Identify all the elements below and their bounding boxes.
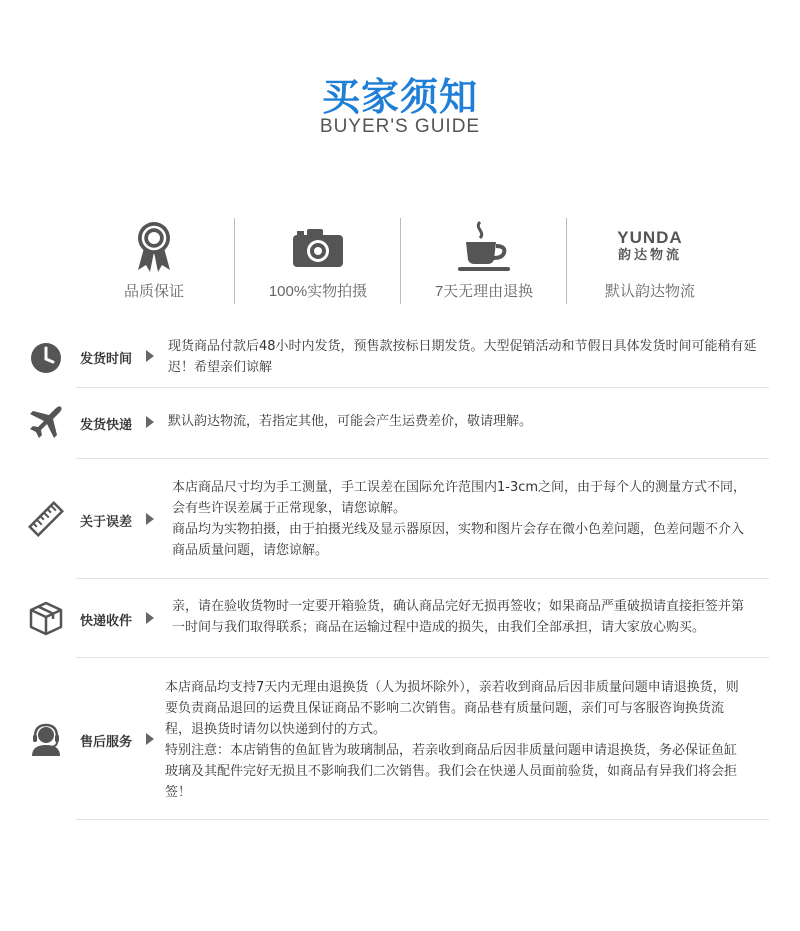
divider: [400, 218, 401, 304]
separator: [76, 657, 769, 658]
yunda-logo: [568, 220, 732, 274]
section-text: [172, 596, 754, 638]
separator: [76, 578, 769, 579]
paragraph: 本店商品均支持7天内无理由退换货（人为损坏除外），亲若收到商品后因非质量问题申请退换货，则要负责商品退回的运费且保证商品不影响二次销售。商品巷有质量问题，亲们可与客服咨询换货流程，退换货时请勿以快递到付的方式。: [165, 680, 739, 737]
section-after-sales: [22, 677, 770, 805]
section-receive: [22, 596, 770, 640]
section-error: [22, 477, 770, 563]
arrow-icon: [146, 416, 154, 428]
feature-label: 7天无理由退换: [434, 283, 534, 300]
paragraph: 商品均为实物拍摄，由于拍摄光线及显示器原因，实物和图片会存在微小色差问题，色差问题不介入商品质量问题，请您谅解。: [172, 522, 745, 558]
yunda-logo-text: YUNDA: [617, 228, 683, 247]
package-box-icon: [22, 598, 70, 638]
paragraph: 默认韵达物流，若指定其他，可能会产生运费差价，敬请理解。: [168, 414, 533, 429]
separator: [76, 819, 769, 820]
feature-photo: [236, 218, 400, 304]
arrow-icon: [146, 733, 154, 745]
section-text: [168, 411, 758, 432]
feature-return: [402, 218, 566, 304]
airplane-icon: [22, 402, 70, 442]
paragraph: 亲，请在验收货物时一定要开箱验货，确认商品完好无损再签收；如果商品严重破损请直接拒签并第一时间与我们取得联系；商品在运输过程中造成的损失，由我们全部承担，请大家放心购买。: [172, 599, 745, 635]
section-label: 售后服务: [80, 735, 133, 750]
divider: [566, 218, 567, 304]
clock-icon: [22, 338, 70, 378]
feature-label: 品质保证: [123, 283, 184, 300]
arrow-icon: [146, 513, 154, 525]
section-ship-time: [22, 336, 770, 380]
paragraph: 现货商品付款后48小时内发货，预售款按标日期发货。大型促销活动和节假日具体发货时间可能稍有延迟！希望亲们谅解: [168, 339, 757, 375]
page-title: 买家须知: [321, 75, 478, 119]
feature-label: 100%实物拍摄: [268, 283, 368, 300]
ribbon-award-icon: [72, 220, 236, 274]
customer-service-icon: [22, 719, 70, 759]
features-strip: [72, 218, 728, 304]
coffee-cup-icon: [402, 220, 566, 274]
section-label: 快递收件: [80, 614, 133, 629]
paragraph: 本店商品尺寸均为手工测量，手工误差在国际允许范围内1-3cm之间，由于每个人的测量方式不同，会有些许误差属于正常现象，请您谅解。: [172, 480, 747, 516]
section-label: 发货时间: [80, 352, 133, 367]
divider: [234, 218, 235, 304]
arrow-icon: [146, 350, 154, 362]
yunda-logo-subtext: 韵达物流: [617, 248, 682, 263]
camera-icon: [236, 220, 400, 274]
page-subtitle: BUYER'S GUIDE: [319, 116, 481, 137]
feature-logistics: [568, 218, 732, 304]
section-text: [172, 477, 754, 561]
arrow-icon: [146, 612, 154, 624]
feature-quality: [72, 218, 236, 304]
feature-label: 默认韵达物流: [604, 283, 695, 300]
section-courier: [22, 402, 770, 442]
separator: [76, 387, 769, 388]
section-text: [165, 677, 745, 803]
section-label: 发货快递: [80, 418, 133, 433]
ruler-icon: [22, 499, 70, 539]
separator: [76, 458, 769, 459]
section-text: [168, 336, 758, 378]
paragraph: 特别注意：本店销售的鱼缸皆为玻璃制品，若亲收到商品后因非质量问题申请退换货，务必保证鱼缸玻璃及其配件完好无损且不影响我们二次销售。我们会在快递人员面前验货，如商品有异我们将会拒签！: [165, 743, 738, 800]
section-label: 关于误差: [80, 515, 133, 530]
